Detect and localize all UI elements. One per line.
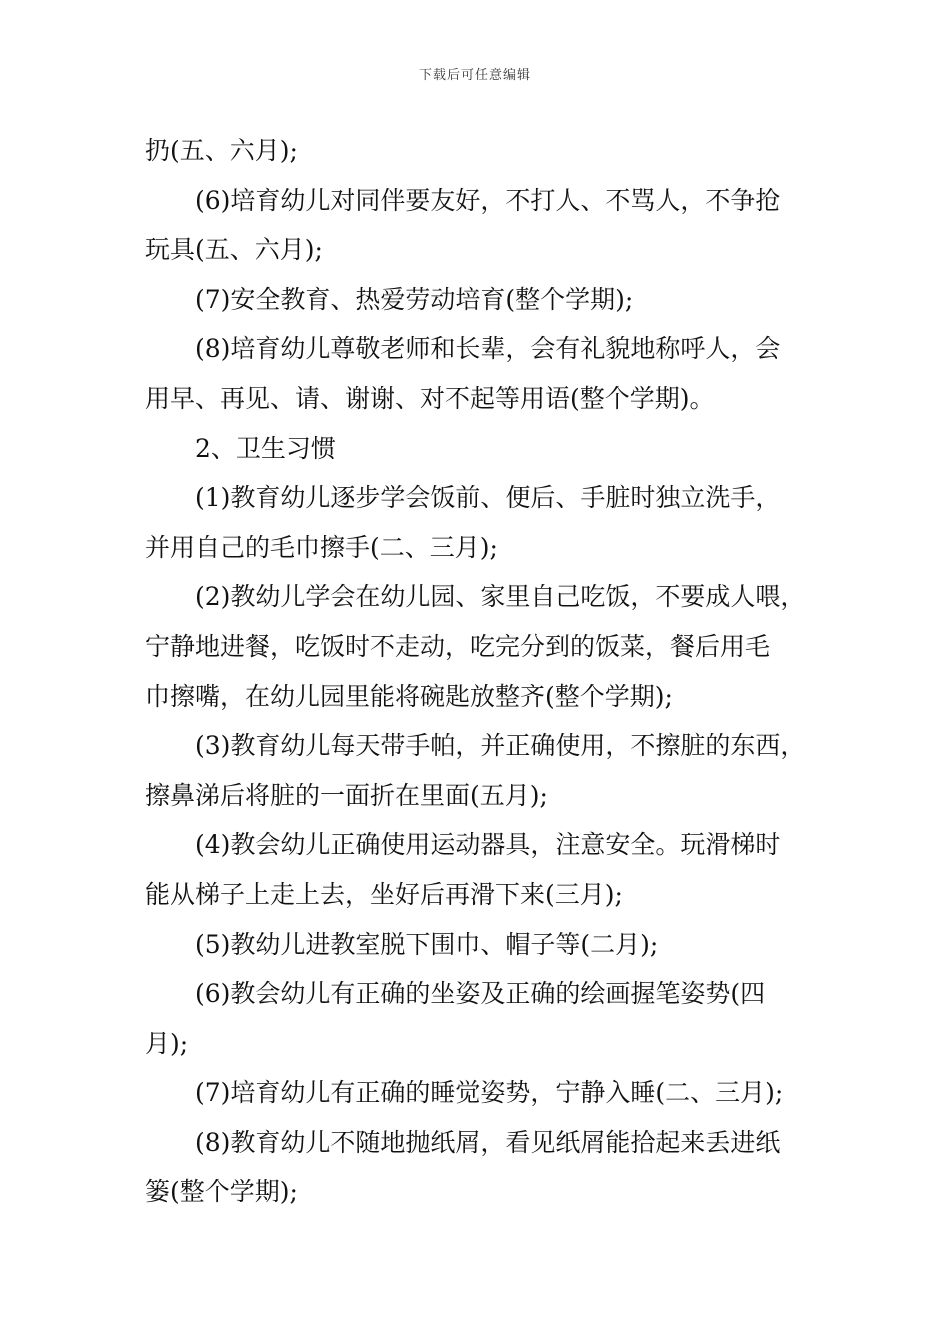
text-line: (8)教育幼儿不随地抛纸屑，看见纸屑能拾起来丢进纸 — [195, 1127, 781, 1157]
text-line: (7)培育幼儿有正确的睡觉姿势，宁静入睡(二、三月); — [195, 1078, 784, 1108]
text-line: 并用自己的毛巾擦手(二、三月); — [145, 532, 498, 562]
text-line: (5)教幼儿进教室脱下围巾、帽子等(二月); — [195, 929, 659, 959]
body-text — [145, 126, 815, 1217]
text-line: 月); — [145, 1028, 189, 1058]
section-heading: 2、卫生习惯 — [195, 433, 336, 463]
text-line: 玩具(五、六月); — [145, 235, 323, 265]
text-line: 巾擦嘴，在幼儿园里能将碗匙放整齐(整个学期); — [145, 681, 673, 711]
text-line: 用早、再见、请、谢谢、对不起等用语(整个学期)。 — [145, 383, 715, 413]
text-line: 篓(整个学期); — [145, 1177, 298, 1207]
text-line: 扔(五、六月); — [145, 136, 298, 165]
text-line: (2)教幼儿学会在幼儿园、家里自己吃饭，不要成人喂， — [195, 582, 806, 612]
text-line: (1)教育幼儿逐步学会饭前、便后、手脏时独立洗手， — [195, 483, 781, 513]
page-header: 下载后可任意编辑 — [418, 68, 531, 83]
text-line: (6)教会幼儿有正确的坐姿及正确的绘画握笔姿势(四 — [195, 979, 766, 1009]
text-line: 宁静地进餐，吃饭时不走动，吃完分到的饭菜，餐后用毛 — [145, 631, 771, 661]
text-line: 能从梯子上走上去，坐好后再滑下来(三月); — [145, 879, 623, 909]
text-line: (8)培育幼儿尊敬老师和长辈，会有礼貌地称呼人，会 — [195, 334, 781, 364]
text-line: (6)培育幼儿对同伴要友好，不打人、不骂人，不争抢 — [195, 185, 781, 215]
text-line: (4)教会幼儿正确使用运动器具，注意安全。玩滑梯时 — [195, 830, 781, 860]
text-line: 擦鼻涕后将脏的一面折在里面(五月); — [145, 780, 548, 810]
text-line: (7)安全教育、热爱劳动培育(整个学期); — [195, 284, 634, 314]
text-line: (3)教育幼儿每天带手帕，并正确使用，不擦脏的东西， — [195, 731, 806, 761]
